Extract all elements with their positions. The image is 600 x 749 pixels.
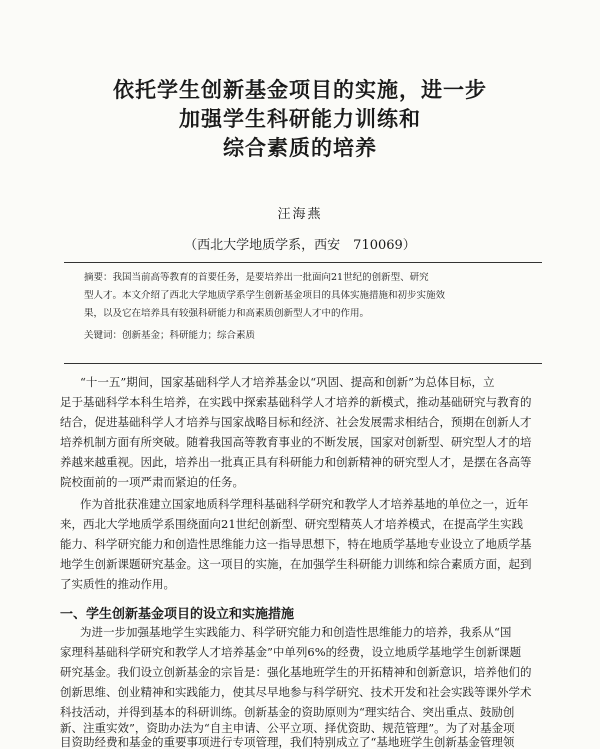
title-line-3: 综合素质的培养 xyxy=(223,136,377,160)
paper-title xyxy=(0,76,600,163)
body-line: 目资助经费和基金的重要事项进行专项管理，我们特别成立了“基地班学生创新基金管理领 xyxy=(60,735,515,749)
title-line-2: 加强学生科研能力训练和 xyxy=(179,107,421,131)
body-line: 养越来越重视。因此，培养出一批真正具有科研能力和创新精神的研究型人才，是摆在各高等 xyxy=(60,455,532,469)
body-line: 新、注重实效”，资助办法为“自主申请、公平立项、择优资助、规范管理”。为了对基金项 xyxy=(60,721,515,735)
body-line: 作为首批获准建立国家地质科学理科基础科学研究和教学人才培养基地的单位之一，近年 xyxy=(80,497,529,511)
author-affiliation: （西北大学地质学系，西安 710069） xyxy=(184,238,416,253)
body-line: 研究基金。我们设立创新基金的宗旨是：强化基地班学生的开拓精神和创新意识，培养他们的 xyxy=(60,665,532,679)
body-line: 了实质性的推动作用。 xyxy=(60,577,175,591)
body-line: 足于基础科学本科生培养，在实践中探索基础科学人才培养的新模式，推动基础研究与教育的 xyxy=(60,395,532,409)
body-line: 来，西北大学地质学系围绕面向21世纪创新型、研究型精英人才培养模式，在提高学生实践 xyxy=(60,517,524,531)
body-line: 能力、科学研究能力和创造性思维能力这一指导思想下，特在地质学基地专业设立了地质学基 xyxy=(60,537,532,551)
abstract-line: 型人才。本文介绍了西北大学地质学系学生创新基金项目的具体实施措施和初步实施效 xyxy=(84,290,446,301)
body-line: 创新思维、创业精神和实践能力，使其尽早地参与科学研究、技术开发和社会实践等课外学术 xyxy=(60,685,532,699)
author-name: 汪海燕 xyxy=(277,207,323,222)
title-line-1: 依托学生创新基金项目的实施，进一步 xyxy=(113,78,487,102)
keywords-line: 关键词：创新基金；科研能力；综合素质 xyxy=(84,330,256,341)
body-line: 科技活动，并得到基本的科研训练。创新基金的资助原则为“理实结合、突出重点、鼓励创 xyxy=(60,705,515,719)
section-heading: 一、学生创新基金项目的设立和实施措施 xyxy=(60,607,295,622)
body-line: 院校面前的一项严肃而紧迫的任务。 xyxy=(60,475,244,489)
abstract-line: 摘要：我国当前高等教育的首要任务，是要培养出一批面向21世纪的创新型、研究 xyxy=(84,272,429,283)
body-line: 结合，促进基础科学人才培养与国家战略目标和经济、社会发展需求相结合，预期在创新人才 xyxy=(60,415,532,429)
body-line: 地学生创新课题研究基金。这一项目的实施，在加强学生科研能力训练和综合素质方面，起到 xyxy=(60,557,532,571)
body-line: 培养机制方面有所突破。随着我国高等教育事业的不断发展，国家对创新型、研究型人才的培 xyxy=(60,435,532,449)
body-line: “十一五”期间，国家基础科学人才培养基金以“巩固、提高和创新”为总体目标，立 xyxy=(80,375,495,389)
body-line: 家理科基础科学研究和教学人才培养基金”中单列6%的经费，设立地质学基地学生创新课题 xyxy=(60,645,522,659)
abstract-line: 果，以及它在培养具有较强科研能力和高素质创新型人才中的作用。 xyxy=(84,308,370,319)
body-line: 为进一步加强基地学生实践能力、科学研究能力和创造性思维能力的培养，我系从“国 xyxy=(80,625,512,639)
